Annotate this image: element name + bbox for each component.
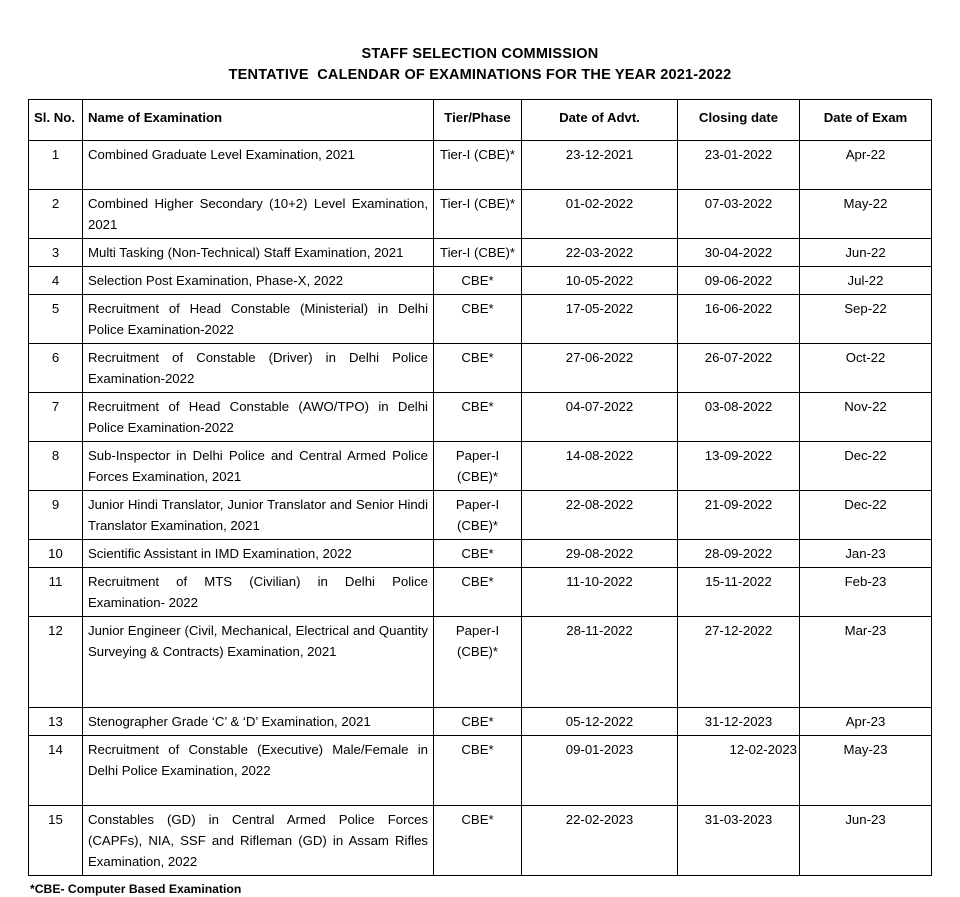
cell-serial-number: 15 <box>29 806 83 876</box>
cell-closing-date: 16-06-2022 <box>678 295 800 344</box>
cell-serial-number: 4 <box>29 267 83 295</box>
table-row <box>29 190 932 239</box>
cell-date-of-exam: May-22 <box>800 190 932 239</box>
cell-serial-number: 10 <box>29 540 83 568</box>
column-header-date-of-exam: Date of Exam <box>800 100 932 141</box>
table-row <box>29 295 932 344</box>
table-header <box>29 100 932 141</box>
cell-date-of-advt: 28-11-2022 <box>522 617 678 708</box>
cell-examination-name: Sub-Inspector in Delhi Police and Central Armed Police Forces Examination, 2021 <box>83 442 434 491</box>
cell-examination-name: Multi Tasking (Non-Technical) Staff Examination, 2021 <box>83 239 434 267</box>
table-footnote: *CBE- Computer Based Examination <box>30 882 242 896</box>
cell-closing-date: 27-12-2022 <box>678 617 800 708</box>
heading-line-1: STAFF SELECTION COMMISSION <box>361 46 599 62</box>
cell-date-of-exam: Jun-23 <box>800 806 932 876</box>
cell-serial-number: 8 <box>29 442 83 491</box>
cell-date-of-advt: 22-03-2022 <box>522 239 678 267</box>
cell-tier-phase: CBE* <box>434 295 522 344</box>
document-heading <box>0 0 960 86</box>
row-spacer <box>29 641 82 683</box>
column-header-sl-no: Sl. No. <box>29 100 83 141</box>
cell-date-of-advt: 09-01-2023 <box>522 736 678 806</box>
cell-tier-phase: CBE* <box>434 568 522 617</box>
column-header-tier-phase: Tier/Phase <box>434 100 522 141</box>
row-spacer <box>522 760 677 781</box>
row-spacer <box>522 165 677 186</box>
cell-date-of-advt: 22-02-2023 <box>522 806 678 876</box>
cell-date-of-advt: 11-10-2022 <box>522 568 678 617</box>
row-spacer <box>678 641 799 683</box>
cell-serial-number: 13 <box>29 708 83 736</box>
cell-examination-name: Scientific Assistant in IMD Examination, 2022 <box>83 540 434 568</box>
cell-serial-number: 3 <box>29 239 83 267</box>
cell-examination-name: Recruitment of Head Constable (AWO/TPO) in Delhi Police Examination-2022 <box>83 393 434 442</box>
column-header-name-of-examination: Name of Examination <box>83 100 434 141</box>
cell-closing-date: 09-06-2022 <box>678 267 800 295</box>
cell-date-of-exam: Apr-22 <box>800 141 932 190</box>
row-spacer <box>434 662 521 704</box>
exam-calendar-table-container <box>0 99 960 876</box>
cell-closing-date: 23-01-2022 <box>678 141 800 190</box>
cell-examination-name: Recruitment of Constable (Executive) Male/Female in Delhi Police Examination, 2022 <box>83 736 434 806</box>
cell-tier-phase: Tier-I (CBE)* <box>434 190 522 239</box>
row-spacer <box>678 165 799 186</box>
table-body <box>29 141 932 876</box>
cell-examination-name: Selection Post Examination, Phase-X, 2022 <box>83 267 434 295</box>
table-row <box>29 568 932 617</box>
cell-tier-phase: CBE* <box>434 267 522 295</box>
table-row <box>29 806 932 876</box>
cell-date-of-advt: 04-07-2022 <box>522 393 678 442</box>
cell-date-of-exam: Apr-23 <box>800 708 932 736</box>
cell-closing-date: 26-07-2022 <box>678 344 800 393</box>
row-spacer <box>83 168 433 189</box>
cell-examination-name: Combined Higher Secondary (10+2) Level Examination, 2021 <box>83 190 434 239</box>
cell-date-of-exam: Oct-22 <box>800 344 932 393</box>
cell-date-of-exam: Nov-22 <box>800 393 932 442</box>
cell-tier-phase: CBE* <box>434 736 522 806</box>
heading-line-2: TENTATIVE CALENDAR OF EXAMINATIONS FOR THE YEAR 2021-2022 <box>228 67 732 83</box>
table-row <box>29 141 932 190</box>
cell-examination-name: Stenographer Grade ‘C’ & ‘D’ Examination, 2021 <box>83 708 434 736</box>
cell-serial-number: 2 <box>29 190 83 239</box>
cell-closing-date: 31-12-2023 <box>678 708 800 736</box>
table-row <box>29 442 932 491</box>
cell-date-of-advt: 10-05-2022 <box>522 267 678 295</box>
cell-serial-number: 11 <box>29 568 83 617</box>
cell-date-of-exam: Mar-23 <box>800 617 932 708</box>
cell-tier-phase: CBE* <box>434 806 522 876</box>
cell-date-of-exam: Dec-22 <box>800 442 932 491</box>
cell-date-of-exam: Jan-23 <box>800 540 932 568</box>
row-spacer <box>29 165 82 186</box>
row-spacer <box>83 784 433 805</box>
cell-examination-name: Recruitment of MTS (Civilian) in Delhi Police Examination- 2022 <box>83 568 434 617</box>
cell-closing-date: 28-09-2022 <box>678 540 800 568</box>
cell-tier-phase: CBE* <box>434 393 522 442</box>
table-row <box>29 617 932 708</box>
cell-closing-date: 21-09-2022 <box>678 491 800 540</box>
cell-date-of-advt: 05-12-2022 <box>522 708 678 736</box>
cell-date-of-exam: Dec-22 <box>800 491 932 540</box>
row-spacer <box>83 665 433 707</box>
cell-examination-name: Constables (GD) in Central Armed Police Forces (CAPFs), NIA, SSF and Rifleman (GD) in Assam Rifles Examination, 2022 <box>83 806 434 876</box>
table-row <box>29 491 932 540</box>
row-spacer <box>434 165 521 186</box>
cell-date-of-advt: 27-06-2022 <box>522 344 678 393</box>
cell-examination-name: Junior Hindi Translator, Junior Translator and Senior Hindi Translator Examination, 2021 <box>83 491 434 540</box>
table-row <box>29 393 932 442</box>
table-row <box>29 239 932 267</box>
cell-tier-phase: CBE* <box>434 344 522 393</box>
row-spacer <box>678 760 799 781</box>
column-header-date-of-advt: Date of Advt. <box>522 100 678 141</box>
row-spacer <box>800 760 931 781</box>
table-row <box>29 267 932 295</box>
cell-closing-date: 15-11-2022 <box>678 568 800 617</box>
cell-tier-phase: Paper-I (CBE)* <box>434 491 522 540</box>
cell-serial-number: 9 <box>29 491 83 540</box>
cell-date-of-advt: 17-05-2022 <box>522 295 678 344</box>
cell-closing-date: 12-02-2023 <box>678 736 800 806</box>
cell-closing-date: 07-03-2022 <box>678 190 800 239</box>
cell-date-of-exam: Jul-22 <box>800 267 932 295</box>
cell-tier-phase: Tier-I (CBE)* <box>434 141 522 190</box>
cell-date-of-exam: May-23 <box>800 736 932 806</box>
cell-closing-date: 31-03-2023 <box>678 806 800 876</box>
cell-date-of-advt: 01-02-2022 <box>522 190 678 239</box>
table-row <box>29 736 932 806</box>
cell-serial-number: 1 <box>29 141 83 190</box>
table-row <box>29 344 932 393</box>
cell-examination-name: Combined Graduate Level Examination, 2021 <box>83 141 434 190</box>
row-spacer <box>800 165 931 186</box>
cell-date-of-advt: 22-08-2022 <box>522 491 678 540</box>
cell-date-of-advt: 23-12-2021 <box>522 141 678 190</box>
cell-serial-number: 7 <box>29 393 83 442</box>
cell-closing-date: 03-08-2022 <box>678 393 800 442</box>
table-row <box>29 540 932 568</box>
cell-tier-phase: Paper-I (CBE)* <box>434 442 522 491</box>
cell-examination-name: Recruitment of Constable (Driver) in Delhi Police Examination-2022 <box>83 344 434 393</box>
cell-date-of-exam: Sep-22 <box>800 295 932 344</box>
exam-calendar-table <box>28 99 932 876</box>
cell-examination-name: Junior Engineer (Civil, Mechanical, Electrical and Quantity Surveying & Contracts) Examination, 2021 <box>83 617 434 708</box>
cell-closing-date: 13-09-2022 <box>678 442 800 491</box>
cell-tier-phase: Paper-I (CBE)* <box>434 617 522 708</box>
row-spacer <box>800 641 931 683</box>
cell-serial-number: 6 <box>29 344 83 393</box>
cell-date-of-advt: 14-08-2022 <box>522 442 678 491</box>
header-row <box>29 100 932 141</box>
row-spacer <box>434 760 521 781</box>
cell-date-of-exam: Jun-22 <box>800 239 932 267</box>
cell-date-of-advt: 29-08-2022 <box>522 540 678 568</box>
cell-examination-name: Recruitment of Head Constable (Ministerial) in Delhi Police Examination-2022 <box>83 295 434 344</box>
cell-tier-phase: CBE* <box>434 540 522 568</box>
cell-serial-number: 12 <box>29 617 83 708</box>
cell-serial-number: 5 <box>29 295 83 344</box>
cell-date-of-exam: Feb-23 <box>800 568 932 617</box>
cell-closing-date: 30-04-2022 <box>678 239 800 267</box>
row-spacer <box>29 760 82 781</box>
cell-serial-number: 14 <box>29 736 83 806</box>
row-spacer <box>522 641 677 683</box>
cell-tier-phase: Tier-I (CBE)* <box>434 239 522 267</box>
column-header-closing-date: Closing date <box>678 100 800 141</box>
cell-tier-phase: CBE* <box>434 708 522 736</box>
table-row <box>29 708 932 736</box>
